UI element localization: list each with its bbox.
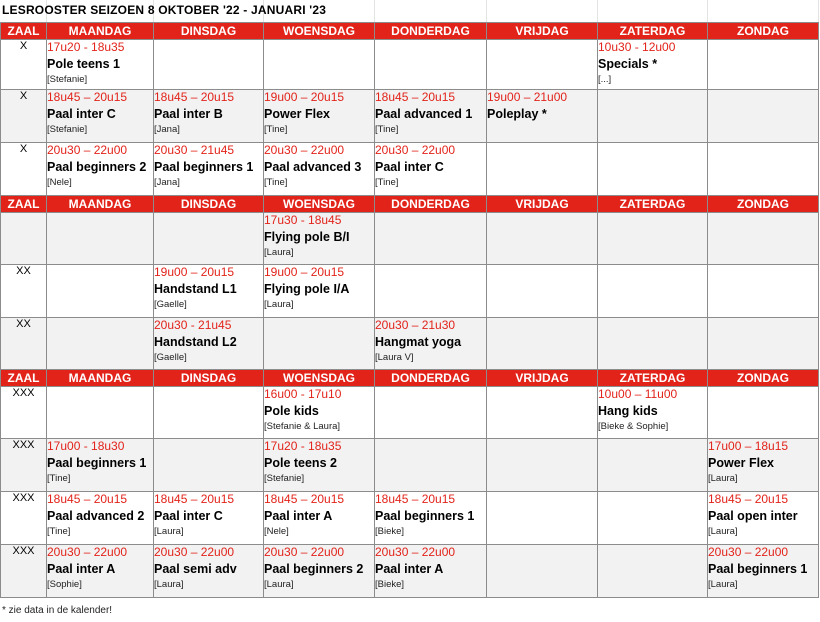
- day-header: DONDERDAG: [375, 23, 487, 40]
- class-cell: [47, 143, 154, 196]
- class-name: Hangmat yoga: [375, 335, 462, 349]
- zaal-header: ZAAL: [1, 370, 47, 387]
- class-time: 18u45 – 20u15: [264, 492, 345, 506]
- class-time: 10u30 - 12u00: [598, 40, 676, 54]
- schedule-row: [1, 143, 819, 196]
- class-teacher: [Bieke & Sophie]: [598, 421, 669, 432]
- class-cell: [47, 40, 154, 90]
- day-header: MAANDAG: [47, 370, 154, 387]
- class-time: 17u00 - 18u30: [47, 439, 125, 453]
- class-time: 17u00 – 18u15: [708, 439, 789, 453]
- day-header: VRIJDAG: [487, 196, 598, 213]
- class-teacher: [Tine]: [47, 473, 71, 484]
- class-cell: [375, 90, 487, 143]
- empty-cell: [487, 265, 598, 318]
- class-teacher: [Bieke]: [375, 526, 405, 537]
- zaal-cell: XXX: [1, 439, 47, 492]
- class-name: Paal inter C: [47, 107, 116, 121]
- class-teacher: [Laura V]: [375, 352, 414, 363]
- empty-cell: [708, 90, 819, 143]
- class-cell: [154, 90, 264, 143]
- class-cell: [264, 492, 375, 545]
- class-name: Hang kids: [598, 404, 658, 418]
- footnote: * zie data in de kalender!: [2, 605, 113, 616]
- day-header: ZATERDAG: [598, 23, 708, 40]
- day-header: ZATERDAG: [598, 196, 708, 213]
- class-teacher: [Laura]: [708, 579, 738, 590]
- empty-cell: [598, 492, 708, 545]
- class-name: Pole teens 2: [264, 456, 337, 470]
- empty-cell: [598, 143, 708, 196]
- empty-cell: [154, 213, 264, 265]
- class-teacher: [Tine]: [264, 124, 288, 135]
- class-teacher: [Tine]: [47, 526, 71, 537]
- day-header: VRIJDAG: [487, 23, 598, 40]
- page-title: LESROOSTER SEIZOEN 8 OKTOBER '22 - JANUARI '23: [2, 3, 327, 17]
- empty-cell: [375, 40, 487, 90]
- schedule-row: [1, 213, 819, 265]
- day-header: DINSDAG: [154, 370, 264, 387]
- empty-cell: [264, 40, 375, 90]
- zaal-cell: [1, 213, 47, 265]
- class-teacher: [Laura]: [708, 526, 738, 537]
- class-cell: [154, 318, 264, 370]
- empty-cell: [487, 213, 598, 265]
- class-name: Paal inter C: [375, 160, 444, 174]
- empty-cell: [375, 387, 487, 439]
- empty-cell: [47, 387, 154, 439]
- class-time: 17u20 - 18u35: [264, 439, 342, 453]
- empty-cell: [154, 40, 264, 90]
- class-time: 20u30 – 22u00: [47, 143, 128, 157]
- class-time: 20u30 – 21u45: [154, 143, 235, 157]
- class-cell: [708, 545, 819, 598]
- class-teacher: [Stefanie & Laura]: [264, 421, 341, 432]
- class-time: 20u30 – 22u00: [264, 143, 345, 157]
- class-name: Specials *: [598, 57, 658, 71]
- class-teacher: [Laura]: [154, 526, 184, 537]
- class-time: 20u30 – 22u00: [708, 545, 789, 559]
- day-header: DINSDAG: [154, 196, 264, 213]
- class-name: Paal inter A: [264, 509, 333, 523]
- class-name: Paal inter A: [47, 562, 116, 576]
- class-teacher: [Laura]: [154, 579, 184, 590]
- class-teacher: [Laura]: [708, 473, 738, 484]
- empty-cell: [487, 387, 598, 439]
- day-header: WOENSDAG: [264, 196, 375, 213]
- empty-cell: [708, 265, 819, 318]
- class-name: Pole teens 1: [47, 57, 120, 71]
- class-cell: [47, 492, 154, 545]
- empty-cell: [708, 387, 819, 439]
- class-time: 17u20 - 18u35: [47, 40, 125, 54]
- class-teacher: [...]: [598, 74, 612, 85]
- empty-cell: [487, 492, 598, 545]
- class-teacher: [Tine]: [375, 177, 399, 188]
- class-cell: [264, 90, 375, 143]
- class-name: Handstand L2: [154, 335, 237, 349]
- class-teacher: [Jana]: [154, 124, 180, 135]
- class-time: 20u30 – 22u00: [264, 545, 345, 559]
- schedule-row: [1, 439, 819, 492]
- zaal-cell: X: [1, 143, 47, 196]
- class-time: 16u00 - 17u10: [264, 387, 342, 401]
- empty-cell: [708, 143, 819, 196]
- day-header: MAANDAG: [47, 196, 154, 213]
- day-header: ZONDAG: [708, 23, 819, 40]
- class-time: 18u45 – 20u15: [47, 90, 128, 104]
- class-cell: [47, 545, 154, 598]
- empty-cell: [375, 265, 487, 318]
- header-row: [1, 370, 819, 387]
- empty-cell: [598, 213, 708, 265]
- zaal-cell: XXX: [1, 545, 47, 598]
- header-row: [1, 196, 819, 213]
- class-teacher: [Jana]: [154, 177, 180, 188]
- day-header: DINSDAG: [154, 23, 264, 40]
- class-cell: [47, 90, 154, 143]
- class-time: 18u45 – 20u15: [154, 90, 235, 104]
- class-time: 20u30 – 21u30: [375, 318, 456, 332]
- class-cell: [375, 545, 487, 598]
- zaal-cell: XX: [1, 265, 47, 318]
- class-name: Flying pole B/I: [264, 230, 350, 244]
- class-cell: [375, 143, 487, 196]
- empty-cell: [154, 387, 264, 439]
- class-name: Paal beginners 1: [154, 160, 254, 174]
- class-name: Paal inter A: [375, 562, 444, 576]
- class-teacher: [Laura]: [264, 247, 294, 258]
- class-cell: [708, 492, 819, 545]
- class-time: 17u30 - 18u45: [264, 213, 342, 227]
- class-time: 18u45 – 20u15: [47, 492, 128, 506]
- class-time: 19u00 – 21u00: [487, 90, 568, 104]
- class-name: Paal inter B: [154, 107, 223, 121]
- class-name: Paal beginners 1: [708, 562, 808, 576]
- class-teacher: [Stefanie]: [264, 473, 305, 484]
- class-cell: [598, 387, 708, 439]
- class-teacher: [Bieke]: [375, 579, 405, 590]
- day-header: VRIJDAG: [487, 370, 598, 387]
- empty-cell: [375, 439, 487, 492]
- empty-cell: [375, 213, 487, 265]
- empty-cell: [264, 318, 375, 370]
- schedule-row: [1, 265, 819, 318]
- zaal-cell: X: [1, 40, 47, 90]
- class-teacher: [Tine]: [375, 124, 399, 135]
- class-name: Paal advanced 3: [264, 160, 362, 174]
- class-cell: [154, 265, 264, 318]
- schedule-row: [1, 387, 819, 439]
- class-time: 19u00 – 20u15: [264, 265, 345, 279]
- class-teacher: [Gaelle]: [154, 352, 187, 363]
- class-cell: [264, 265, 375, 318]
- class-time: 20u30 – 22u00: [47, 545, 128, 559]
- empty-cell: [598, 90, 708, 143]
- class-name: Paal beginners 1: [47, 456, 147, 470]
- empty-cell: [47, 318, 154, 370]
- class-name: Pole kids: [264, 404, 319, 418]
- day-header: WOENSDAG: [264, 23, 375, 40]
- class-cell: [598, 40, 708, 90]
- zaal-cell: XXX: [1, 387, 47, 439]
- class-name: Handstand L1: [154, 282, 237, 296]
- empty-cell: [487, 143, 598, 196]
- class-teacher: [Gaelle]: [154, 299, 187, 310]
- empty-cell: [154, 439, 264, 492]
- class-time: 19u00 – 20u15: [264, 90, 345, 104]
- empty-cell: [708, 213, 819, 265]
- class-name: Paal beginners 1: [375, 509, 475, 523]
- empty-cell: [487, 545, 598, 598]
- empty-cell: [708, 40, 819, 90]
- class-time: 20u30 – 22u00: [375, 143, 456, 157]
- zaal-cell: XX: [1, 318, 47, 370]
- class-cell: [154, 143, 264, 196]
- class-cell: [264, 387, 375, 439]
- class-teacher: [Nele]: [47, 177, 72, 188]
- class-name: Paal semi adv: [154, 562, 237, 576]
- class-cell: [375, 492, 487, 545]
- class-time: 18u45 – 20u15: [708, 492, 789, 506]
- class-teacher: [Stefanie]: [47, 124, 88, 135]
- class-name: Paal beginners 2: [264, 562, 364, 576]
- zaal-header: ZAAL: [1, 196, 47, 213]
- zaal-cell: XXX: [1, 492, 47, 545]
- class-teacher: [Tine]: [264, 177, 288, 188]
- class-cell: [47, 439, 154, 492]
- empty-cell: [598, 545, 708, 598]
- header-row: [1, 23, 819, 40]
- class-cell: [264, 213, 375, 265]
- class-time: 18u45 – 20u15: [375, 492, 456, 506]
- schedule-row: [1, 545, 819, 598]
- class-time: 20u30 – 22u00: [154, 545, 235, 559]
- class-time: 20u30 - 21u45: [154, 318, 232, 332]
- class-time: 20u30 – 22u00: [375, 545, 456, 559]
- class-teacher: [Sophie]: [47, 579, 82, 590]
- day-header: DONDERDAG: [375, 196, 487, 213]
- day-header: DONDERDAG: [375, 370, 487, 387]
- class-cell: [154, 545, 264, 598]
- zaal-cell: X: [1, 90, 47, 143]
- empty-cell: [487, 318, 598, 370]
- class-name: Paal inter C: [154, 509, 223, 523]
- schedule-table: [0, 22, 819, 598]
- empty-cell: [47, 213, 154, 265]
- schedule-row: [1, 492, 819, 545]
- empty-cell: [47, 265, 154, 318]
- class-time: 18u45 – 20u15: [154, 492, 235, 506]
- empty-cell: [487, 40, 598, 90]
- class-name: Paal advanced 1: [375, 107, 473, 121]
- class-teacher: [Laura]: [264, 579, 294, 590]
- empty-cell: [598, 265, 708, 318]
- day-header: WOENSDAG: [264, 370, 375, 387]
- day-header: ZATERDAG: [598, 370, 708, 387]
- class-name: Power Flex: [708, 456, 774, 470]
- class-cell: [264, 143, 375, 196]
- schedule-row: [1, 90, 819, 143]
- zaal-header: ZAAL: [1, 23, 47, 40]
- class-teacher: [Stefanie]: [47, 74, 88, 85]
- class-cell: [708, 439, 819, 492]
- empty-cell: [598, 439, 708, 492]
- class-name: Poleplay *: [487, 107, 547, 121]
- class-cell: [487, 90, 598, 143]
- class-name: Paal advanced 2: [47, 509, 145, 523]
- class-cell: [375, 318, 487, 370]
- day-header: ZONDAG: [708, 370, 819, 387]
- class-teacher: [Laura]: [264, 299, 294, 310]
- class-name: Flying pole I/A: [264, 282, 350, 296]
- class-time: 18u45 – 20u15: [375, 90, 456, 104]
- schedule-row: [1, 318, 819, 370]
- empty-cell: [708, 318, 819, 370]
- class-teacher: [Nele]: [264, 526, 289, 537]
- day-header: ZONDAG: [708, 196, 819, 213]
- class-name: Paal beginners 2: [47, 160, 147, 174]
- empty-cell: [598, 318, 708, 370]
- class-time: 10u00 – 11u00: [598, 387, 678, 401]
- day-header: MAANDAG: [47, 23, 154, 40]
- class-name: Power Flex: [264, 107, 330, 121]
- class-time: 19u00 – 20u15: [154, 265, 235, 279]
- class-cell: [264, 439, 375, 492]
- class-cell: [264, 545, 375, 598]
- class-cell: [154, 492, 264, 545]
- empty-cell: [487, 439, 598, 492]
- class-name: Paal open inter: [708, 509, 798, 523]
- schedule-row: [1, 40, 819, 90]
